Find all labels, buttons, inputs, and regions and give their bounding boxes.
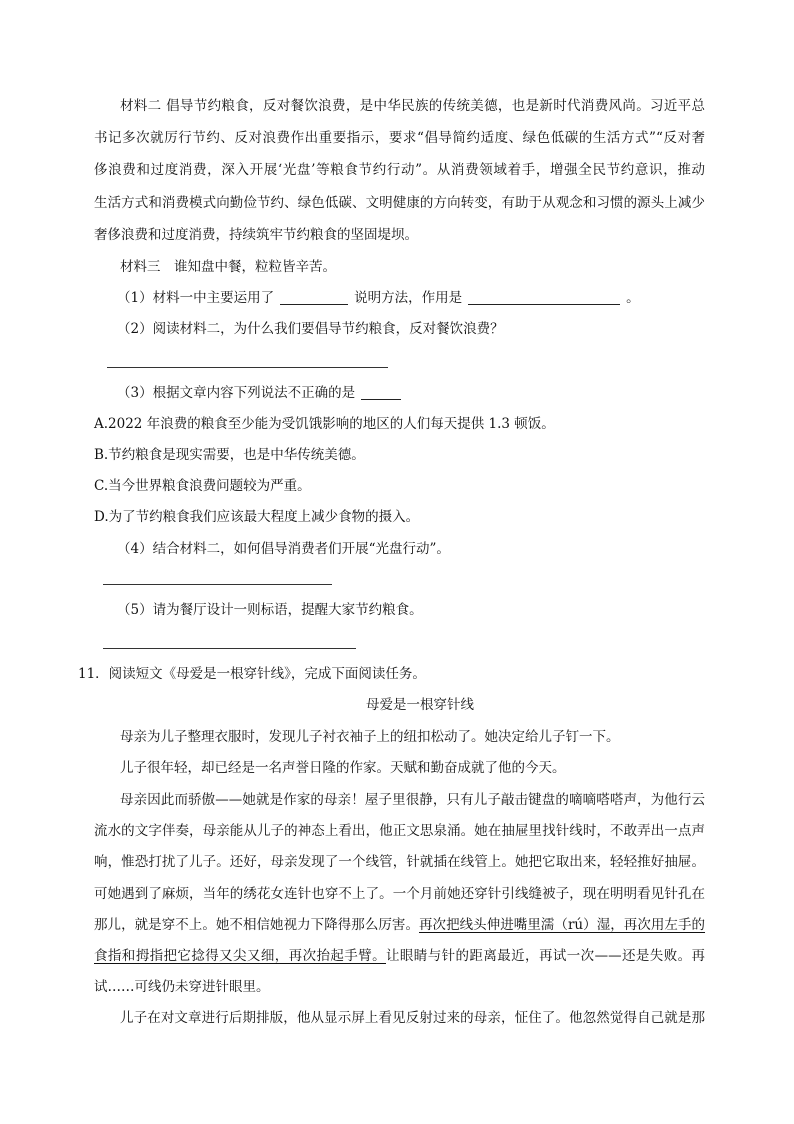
material2-line-2: 书记多次就厉行节约、反对浪费作出重要指示，要求“倡导简约适度、绿色低碳的生活方式”“反对奢 — [94, 130, 705, 146]
material3-line: 材料三 谁知盘中餐，粒粒皆辛苦。 — [120, 259, 336, 275]
question-4: （4）结合材料二，如何倡导消费者们开展“光盘行动”。 — [117, 541, 450, 557]
passage-line-8 — [94, 946, 705, 966]
question-3-text: （3）根据文章内容下列说法不正确的是 — [117, 385, 356, 401]
material2-line-3: 侈浪费和过度消费，深入开展‘光盘’等粮食节约行动”。从消费领域着手，增强全民节约意识，推动 — [94, 162, 705, 178]
passage-line-10: 儿子在对文章进行后期排版，他从显示屏上看见反射过来的母亲，怔住了。他忽然觉得自己就是那 — [120, 1010, 705, 1026]
passage-line-7-plain: 那儿，就是穿不上。她不相信她视力下降得那么厉害。 — [94, 917, 420, 933]
passage-title: 母爱是一根穿针线 — [366, 697, 474, 713]
passage-line-8-plain: 让眼睛与针的距离最近，再试一次——还是失败。再 — [386, 948, 705, 964]
answer-blank-3 — [361, 385, 401, 400]
passage-line-2: 儿子很年轻，却已经是一名声誉日隆的作家。天赋和勤奋成就了他的今天。 — [120, 760, 566, 776]
passage-line-4: 流水的文字伴奏，母亲能从儿子的神态上看出，他正文思泉涌。她在抽屉里找针线时，不敢弄出一点声 — [94, 823, 705, 839]
passage-line-9: 试……可线仍未穿进针眼里。 — [94, 979, 270, 995]
question-3 — [117, 383, 407, 403]
option-b: B.节约粮食是现实需要，也是中华传统美德。 — [94, 447, 365, 463]
question-1 — [117, 288, 640, 308]
question-1-text-end: 。 — [626, 290, 640, 306]
option-d: D.为了节约粮食我们应该最大程度上减少食物的摄入。 — [94, 509, 420, 525]
passage-line-1: 母亲为儿子整理衣服时，发现儿子衬衣袖子上的纽扣松动了。她决定给儿子钉一下。 — [120, 729, 620, 745]
answer-line-2 — [107, 367, 388, 368]
option-c: C.当今世界粮食浪费问题较为严重。 — [94, 478, 311, 494]
question-2: （2）阅读材料二，为什么我们要倡导节约粮食，反对餐饮浪费？ — [117, 321, 504, 337]
passage-line-3: 母亲因此而骄傲——她就是作家的母亲！屋子里很静，只有儿子敲击键盘的嘀嘀嗒嗒声，为他行云 — [120, 792, 705, 808]
answer-line-5 — [103, 648, 356, 649]
answer-blank-2 — [468, 290, 620, 305]
answer-line-4 — [103, 584, 332, 585]
question-1-text-middle: 说明方法，作用是 — [354, 290, 463, 306]
underlined-sentence-part-2: 食指和拇指把它捻得又尖又细，再次抬起手臂。 — [94, 948, 386, 964]
passage-line-7 — [94, 915, 705, 935]
material2-line-4: 生活方式和消费模式向勤俭节约、绿色低碳、文明健康的方向转变，有助于从观念和习惯的源头上减少 — [94, 195, 705, 211]
question-11-prompt: 11．阅读短文《母爱是一根穿针线》，完成下面阅读任务。 — [78, 666, 426, 682]
underlined-sentence-part-1: 再次把线头伸进嘴里濡（rú）湿，再次用左手的 — [419, 917, 706, 933]
material2-line-1: 材料二 倡导节约粮食，反对餐饮浪费，是中华民族的传统美德，也是新时代消费风尚。习近平总 — [120, 98, 705, 114]
option-a: A.2022 年浪费的粮食至少能为受饥饿影响的地区的人们每天提供 1.3 顿饭。 — [94, 416, 555, 432]
material2-line-5: 奢侈浪费和过度消费，持续筑牢节约粮食的坚固堤坝。 — [94, 227, 418, 243]
answer-blank-1 — [280, 290, 348, 305]
question-5: （5）请为餐厅设计一则标语，提醒大家节约粮食。 — [117, 602, 423, 618]
passage-line-6: 可她遇到了麻烦，当年的绣花女连针也穿不上了。一个月前她还穿针引线缝被子，现在明明看见针孔在 — [94, 886, 705, 902]
question-1-text-before: （1）材料一中主要运用了 — [117, 290, 275, 306]
passage-line-5: 响，惟恐打扰了儿子。还好，母亲发现了一个线管，针就插在线管上。她把它取出来，轻轻推好抽屉。 — [94, 854, 705, 870]
